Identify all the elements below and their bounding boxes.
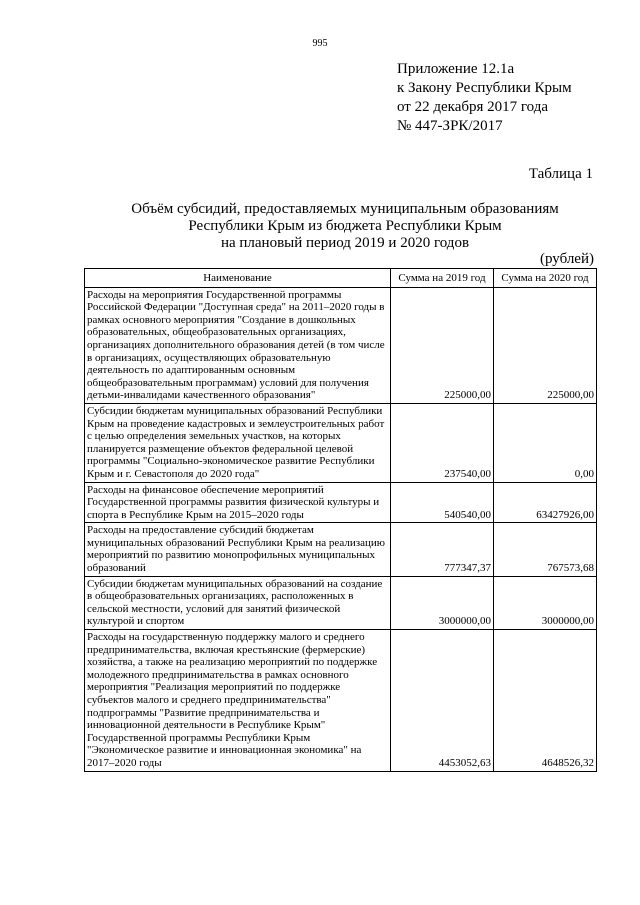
page-number: 995 [312,38,328,49]
document-title [60,201,630,252]
appendix-line-3: от 22 декабря 2017 года [397,99,549,115]
row-name: Расходы на мероприятия Государственной программы Российской Федерации "Доступная среда" на 2011–2020 годы в рамках основного мероприятия "Создание в дошкольных образовательных, общеобразовательных организациях, организациях дополнительного образования детей (в том числе в организациях, осуществляющих образовательную деятельность по адаптированным основным общеобразовательным программам) условий для получения детьми-инвалидами качественного образования" [85,287,391,403]
header-sum-2019: Сумма на 2019 год [391,269,494,288]
row-sum-2020: 225000,00 [494,287,597,403]
title-line-3: на плановый период 2019 и 2020 годов [220,235,470,251]
appendix-line-2: к Закону Республики Крым [397,80,572,96]
title-line-1: Объём субсидий, предоставляемых муниципальным образованиям [131,201,559,217]
appendix-line-4: № 447-ЗРК/2017 [397,118,503,134]
header-sum-2020: Сумма на 2020 год [494,269,597,288]
table-row [85,287,597,403]
row-name: Расходы на финансовое обеспечение мероприятий Государственной программы развития физической культуры и спорта в Республике Крым на 2015–2020 годы [85,482,391,523]
row-name: Расходы на предоставление субсидий бюджетам муниципальных образований Республики Крым на реализацию мероприятий по развитию монопрофильных муниципальных образований [85,523,391,576]
row-sum-2019: 237540,00 [391,403,494,482]
table-row [85,576,597,629]
row-sum-2019: 777347,37 [391,523,494,576]
table-header-row [85,269,597,288]
row-sum-2020: 0,00 [494,403,597,482]
row-sum-2020: 3000000,00 [494,576,597,629]
row-sum-2019: 225000,00 [391,287,494,403]
table-row [85,523,597,576]
table-row [85,403,597,482]
row-sum-2019: 3000000,00 [391,576,494,629]
row-name: Субсидии бюджетам муниципальных образований на создание в общеобразовательных организациях, расположенных в сельской местности, условий для занятий физической культурой и спортом [85,576,391,629]
title-line-2: Республики Крым из бюджета Республики Крым [188,218,502,234]
appendix-line-1: Приложение 12.1а [397,61,515,77]
appendix-block [397,60,572,136]
header-name: Наименование [85,269,391,288]
row-sum-2020: 63427926,00 [494,482,597,523]
table-row [85,482,597,523]
row-sum-2019: 4453052,63 [391,630,494,772]
row-name: Субсидии бюджетам муниципальных образований Республики Крым на проведение кадастровых и землеустроительных работ с целью определения земельных участков, на которых планируется размещение объектов федеральной целевой программы "Социально-экономическое развитие Республики Крым и г. Севастополя до 2020 года" [85,403,391,482]
row-sum-2020: 4648526,32 [494,630,597,772]
units-label: (рублей) [539,251,594,267]
row-sum-2019: 540540,00 [391,482,494,523]
subsidies-table [84,268,597,772]
row-name: Расходы на государственную поддержку малого и среднего предпринимательства, включая крестьянские (фермерские) хозяйства, а также на реализацию мероприятий по поддержке молодежного предпринимательства в рамках основного мероприятия "Реализация мероприятий по поддержке субъектов малого и среднего предпринимательства" подпрограммы "Развитие предпринимательства и инновационной деятельности в Республике Крым" Государственной программы Республики Крым "Экономическое развитие и инновационная экономика" на 2017–2020 годы [85,630,391,772]
table-label: Таблица 1 [528,166,593,182]
table-row [85,630,597,772]
row-sum-2020: 767573,68 [494,523,597,576]
